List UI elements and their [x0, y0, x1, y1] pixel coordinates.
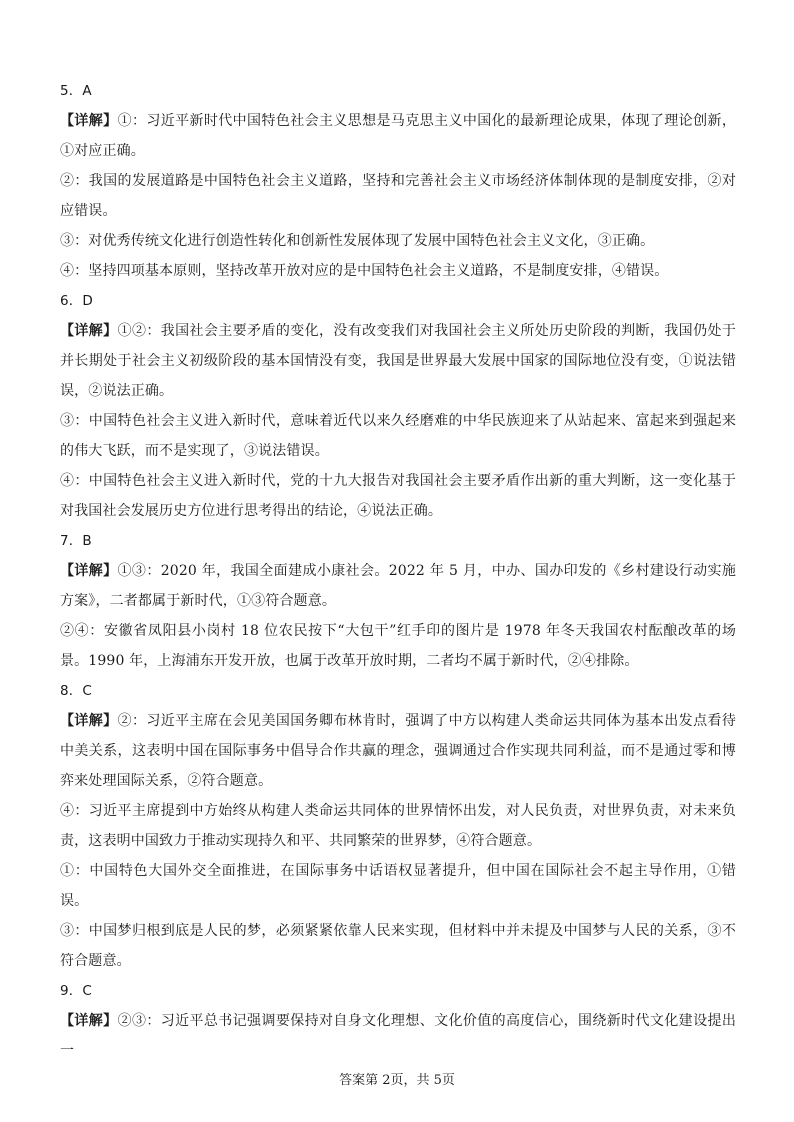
- explanation-text: ③：对优秀传统文化进行创造性转化和创新性发展体现了发展中国特色社会主义文化，③正确。: [60, 233, 655, 249]
- explanation-tag: 【详解】: [60, 1013, 118, 1029]
- explanation-text: ④：中国特色社会主义进入新时代，党的十九大报告对我国社会主要矛盾作出新的重大判断，这一变化基于对我国社会发展历史方位进行思考得出的结论，④说法正确。: [60, 473, 736, 519]
- explanation-paragraph: [60, 1006, 736, 1066]
- explanation-paragraph: [60, 106, 736, 166]
- explanation-text: ②③：习近平总书记强调要保持对自身文化理想、文化价值的高度信心，围绕新时代文化建设提出一: [60, 1013, 736, 1059]
- explanation-paragraph: [60, 796, 736, 856]
- explanation-tag: 【详解】: [60, 323, 118, 339]
- page-footer: 答案第 2页，共 5页: [339, 1073, 455, 1088]
- explanation-paragraph: [60, 316, 736, 406]
- explanation-text: ①③：2020 年，我国全面建成小康社会。2022 年 5 月，中办、国办印发的《乡村建设行动实施方案》，二者都属于新时代，①③符合题意。: [60, 563, 736, 609]
- explanation-text: ④：习近平主席提到中方始终从构建人类命运共同体的世界情怀出发，对人民负责，对世界负责，对未来负责，这表明中国致力于推动实现持久和平、共同繁荣的世界梦，④符合题意。: [60, 803, 736, 849]
- explanation-text: ②④：安徽省凤阳县小岗村 18 位农民按下“大包干”红手印的图片是 1978 年冬天我国农村酝酿改革的场景。1990 年，上海浦东开发开放，也属于改革开放时期，二者均不属于新时代，②④排除。: [60, 623, 736, 669]
- explanation-tag: 【详解】: [60, 113, 118, 129]
- question-number: 6．D: [60, 293, 93, 309]
- question-number: 9．C: [60, 983, 92, 999]
- explanation-paragraph: [60, 706, 736, 796]
- answer-content: [60, 76, 736, 1066]
- question-number: 5．A: [60, 83, 92, 99]
- explanation-paragraph: [60, 406, 736, 466]
- explanation-paragraph: [60, 256, 736, 286]
- explanation-text: ③：中国特色社会主义进入新时代，意味着近代以来久经磨难的中华民族迎来了从站起来、富起来到强起来的伟大飞跃，而不是实现了，③说法错误。: [60, 413, 736, 459]
- explanation-paragraph: [60, 226, 736, 256]
- question-number: 8．C: [60, 683, 92, 699]
- explanation-tag: 【详解】: [60, 563, 118, 579]
- explanation-paragraph: [60, 466, 736, 526]
- question-number: 7．B: [60, 533, 92, 549]
- explanation-paragraph: [60, 556, 736, 616]
- explanation-tag: 【详解】: [60, 713, 118, 729]
- explanation-text: ①：习近平新时代中国特色社会主义思想是马克思主义中国化的最新理论成果，体现了理论创新，①对应正确。: [60, 113, 736, 159]
- explanation-paragraph: [60, 616, 736, 676]
- explanation-paragraph: [60, 916, 736, 976]
- explanation-text: ④：坚持四项基本原则，坚持改革开放对应的是中国特色社会主义道路，不是制度安排，④错误。: [60, 263, 669, 279]
- explanation-text: ①②：我国社会主要矛盾的变化，没有改变我们对我国社会主义所处历史阶段的判断，我国仍处于并长期处于社会主义初级阶段的基本国情没有变，我国是世界最大发展中国家的国际地位没有变，①说法错误，②说法正确。: [60, 323, 736, 399]
- explanation-paragraph: [60, 166, 736, 226]
- explanation-paragraph: [60, 856, 736, 916]
- explanation-text: ②：习近平主席在会见美国国务卿布林肯时，强调了中方以构建人类命运共同体为基本出发点看待中美关系，这表明中国在国际事务中倡导合作共赢的理念，强调通过合作实现共同利益，而不是通过零和博弈来处理国际关系，②符合题意。: [60, 713, 736, 789]
- explanation-text: ①：中国特色大国外交全面推进，在国际事务中话语权显著提升，但中国在国际社会不起主导作用，①错误。: [60, 863, 736, 909]
- explanation-text: ②：我国的发展道路是中国特色社会主义道路，坚持和完善社会主义市场经济体制体现的是制度安排，②对应错误。: [60, 173, 736, 219]
- explanation-text: ③：中国梦归根到底是人民的梦，必须紧紧依靠人民来实现，但材料中并未提及中国梦与人民的关系，③不符合题意。: [60, 923, 736, 969]
